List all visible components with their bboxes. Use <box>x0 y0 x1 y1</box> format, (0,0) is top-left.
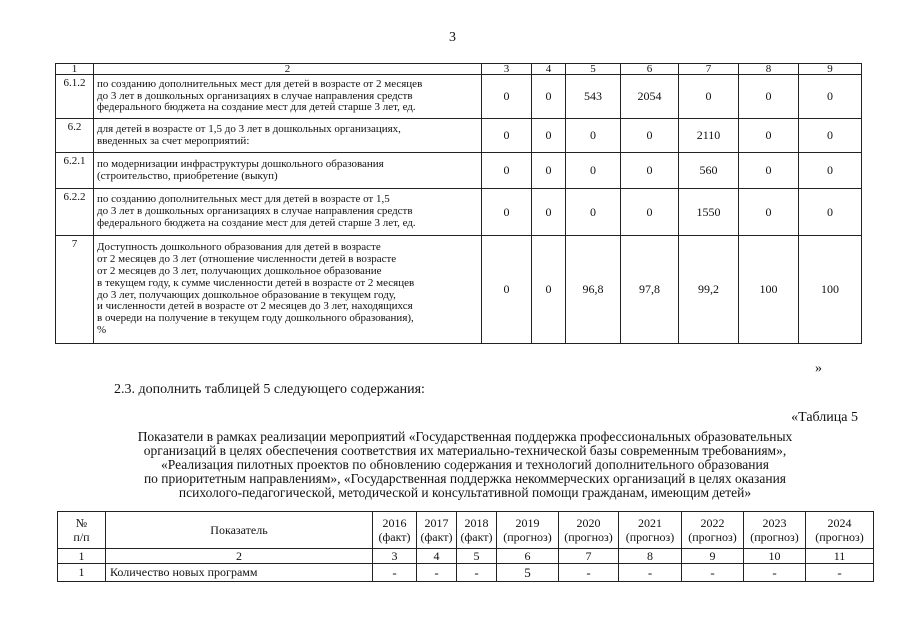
value-cell: 2110 <box>679 119 739 153</box>
year-note: (факт) <box>460 530 493 544</box>
column-number: 1 <box>58 549 106 564</box>
value-cell: 0 <box>482 153 532 189</box>
year: 2021 <box>638 516 662 530</box>
indicator-line: до 3 лет в дошкольных организациях в случае направления средств <box>97 205 413 218</box>
year-note: (факт) <box>378 530 411 544</box>
title-line: психолого-педагогической, методической и консультативной помощи гражданам, имеющим детей» <box>178 485 752 500</box>
value-cell: - <box>457 564 497 582</box>
column-number: 5 <box>566 64 621 75</box>
table5-header-row <box>58 512 874 549</box>
year: 2020 <box>576 516 601 530</box>
table-row <box>56 119 862 153</box>
indicator-line: % <box>97 324 107 337</box>
column-number: 5 <box>457 549 497 564</box>
indicator-text: Количество новых программ <box>106 564 373 582</box>
value-cell: 0 <box>482 236 532 344</box>
value-cell: 0 <box>482 75 532 119</box>
value-cell: 0 <box>799 75 862 119</box>
table-label: «Таблица 5 <box>791 410 858 425</box>
header-year <box>619 512 682 549</box>
value-cell: 0 <box>532 236 566 344</box>
indicator-line: и численности детей в возрасте от 2 месяцев до 3 лет, находящихся <box>97 300 413 313</box>
row-number: 7 <box>56 236 94 344</box>
title-line: организаций в целях обеспечения соответствия их материально-технической базы современным требованиям», <box>143 443 787 458</box>
value-cell: - <box>806 564 874 582</box>
year: 2019 <box>515 516 540 530</box>
value-cell: - <box>744 564 806 582</box>
column-number: 2 <box>94 64 482 75</box>
indicator-text <box>94 236 482 344</box>
column-number: 10 <box>744 549 806 564</box>
year: 2017 <box>424 516 449 530</box>
value-cell: 0 <box>621 119 679 153</box>
indicator-line: по модернизации инфраструктуры дошкольного образования <box>97 157 384 170</box>
value-cell: 97,8 <box>621 236 679 344</box>
column-number: 6 <box>621 64 679 75</box>
year: 2022 <box>700 516 725 530</box>
header-year <box>806 512 874 549</box>
column-number: 4 <box>532 64 566 75</box>
column-number: 8 <box>739 64 799 75</box>
value-cell: 0 <box>566 189 621 236</box>
value-cell: 1550 <box>679 189 739 236</box>
value-cell: 99,2 <box>679 236 739 344</box>
column-number: 2 <box>106 549 373 564</box>
value-cell: 0 <box>532 119 566 153</box>
page-number: 3 <box>449 30 456 45</box>
table-row <box>56 153 862 189</box>
indicators-table-continued <box>55 63 862 344</box>
column-number: 6 <box>497 549 559 564</box>
indicator-line: федерального бюджета на создание мест для детей старше 3 лет, ед. <box>97 216 416 229</box>
table-row <box>56 236 862 344</box>
column-number: 7 <box>679 64 739 75</box>
year: 2016 <box>382 516 407 530</box>
header-year <box>682 512 744 549</box>
value-cell: 0 <box>679 75 739 119</box>
row-number: 6.2 <box>56 119 94 153</box>
header-year <box>744 512 806 549</box>
column-number: 1 <box>56 64 94 75</box>
value-cell: 100 <box>739 236 799 344</box>
value-cell: 0 <box>482 189 532 236</box>
value-cell: - <box>619 564 682 582</box>
column-number: 3 <box>373 549 417 564</box>
year-note: (прогноз) <box>750 530 799 544</box>
amendment-instruction: 2.3. дополнить таблицей 5 следующего содержания: <box>114 382 425 397</box>
value-cell: - <box>417 564 457 582</box>
table-row <box>58 564 874 582</box>
column-number: 4 <box>417 549 457 564</box>
header-indicator: Показатель <box>106 512 373 549</box>
header-year <box>457 512 497 549</box>
indicator-text <box>94 119 482 153</box>
indicator-line: федерального бюджета на создание мест для детей старше 3 лет, ед. <box>97 101 416 114</box>
value-cell: 0 <box>739 153 799 189</box>
row-number: 6.2.2 <box>56 189 94 236</box>
indicator-text <box>94 189 482 236</box>
value-cell: 2054 <box>621 75 679 119</box>
header-num-line: п/п <box>73 530 90 544</box>
indicator-line: по созданию дополнительных мест для детей в возрасте от 2 месяцев <box>97 77 423 90</box>
column-number-row <box>56 64 862 75</box>
value-cell: 0 <box>621 189 679 236</box>
value-cell: 0 <box>799 119 862 153</box>
year-note: (прогноз) <box>688 530 737 544</box>
table5-title <box>60 430 870 500</box>
value-cell: 5 <box>497 564 559 582</box>
value-cell: - <box>682 564 744 582</box>
column-number: 9 <box>799 64 862 75</box>
header-year <box>373 512 417 549</box>
row-number: 1 <box>58 564 106 582</box>
title-line: «Реализация пилотных проектов по обновлению содержания и технологий дополнительного образования <box>161 457 769 472</box>
indicator-text <box>94 75 482 119</box>
value-cell: 0 <box>566 119 621 153</box>
value-cell: - <box>559 564 619 582</box>
indicator-line: Доступность дошкольного образования для детей в возрасте <box>97 241 381 253</box>
value-cell: 0 <box>532 189 566 236</box>
value-cell: 543 <box>566 75 621 119</box>
table-row <box>56 189 862 236</box>
column-number: 11 <box>806 549 874 564</box>
indicator-line: в очереди на получение в текущем году дошкольного образования), <box>97 312 414 325</box>
table-row <box>56 75 862 119</box>
value-cell: 0 <box>532 75 566 119</box>
indicator-line: до 3 лет в дошкольных организациях в случае направления средств <box>97 89 413 102</box>
column-number: 7 <box>559 549 619 564</box>
indicator-line: по созданию дополнительных мест для детей в возрасте от 1,5 <box>97 193 390 206</box>
value-cell: 560 <box>679 153 739 189</box>
value-cell: - <box>373 564 417 582</box>
column-number: 9 <box>682 549 744 564</box>
year: 2023 <box>762 516 787 530</box>
value-cell: 0 <box>739 75 799 119</box>
value-cell: 0 <box>621 153 679 189</box>
value-cell: 0 <box>532 153 566 189</box>
value-cell: 0 <box>482 119 532 153</box>
header-year <box>497 512 559 549</box>
year: 2024 <box>827 516 852 530</box>
indicator-line: в текущем году, к сумме численности детей в возрасте от 2 месяцев <box>97 276 415 289</box>
column-number: 8 <box>619 549 682 564</box>
header-num-line: № <box>75 516 88 530</box>
value-cell: 96,8 <box>566 236 621 344</box>
value-cell: 0 <box>739 189 799 236</box>
value-cell: 0 <box>566 153 621 189</box>
closing-quote: » <box>815 361 822 376</box>
indicator-line: от 2 месяцев до 3 лет (отношение численности детей в возрасте <box>97 252 397 265</box>
year-note: (факт) <box>420 530 453 544</box>
indicator-text <box>94 153 482 189</box>
indicator-line: (строительство, приобретение (выкуп) <box>97 169 278 182</box>
table5 <box>57 511 874 582</box>
year-note: (прогноз) <box>625 530 675 544</box>
value-cell: 0 <box>739 119 799 153</box>
indicator-line: до 3 лет, получающих дошкольное образование в текущем году, <box>97 288 396 301</box>
title-line: Показатели в рамках реализации мероприятий «Государственная поддержка профессиональных образовательных <box>137 429 793 444</box>
indicator-line: для детей в возрасте от 1,5 до 3 лет в дошкольных организациях, <box>97 122 401 135</box>
value-cell: 100 <box>799 236 862 344</box>
year-note: (прогноз) <box>503 530 552 544</box>
year-note: (прогноз) <box>564 530 613 544</box>
year-note: (прогноз) <box>815 530 864 544</box>
header-year <box>417 512 457 549</box>
indicator-line: введенных за счет мероприятий: <box>97 134 250 147</box>
title-line: по приоритетным направлениям», «Государственная поддержка некоммерческих организаций в целях оказания <box>143 471 787 486</box>
value-cell: 0 <box>799 189 862 236</box>
column-number: 3 <box>482 64 532 75</box>
row-number: 6.2.1 <box>56 153 94 189</box>
year: 2018 <box>464 516 489 530</box>
row-number: 6.1.2 <box>56 75 94 119</box>
header-year <box>559 512 619 549</box>
header-num <box>58 512 106 549</box>
column-number-row <box>58 549 874 564</box>
value-cell: 0 <box>799 153 862 189</box>
indicator-line: от 2 месяцев до 3 лет, получающих дошкольное образование <box>97 264 382 277</box>
